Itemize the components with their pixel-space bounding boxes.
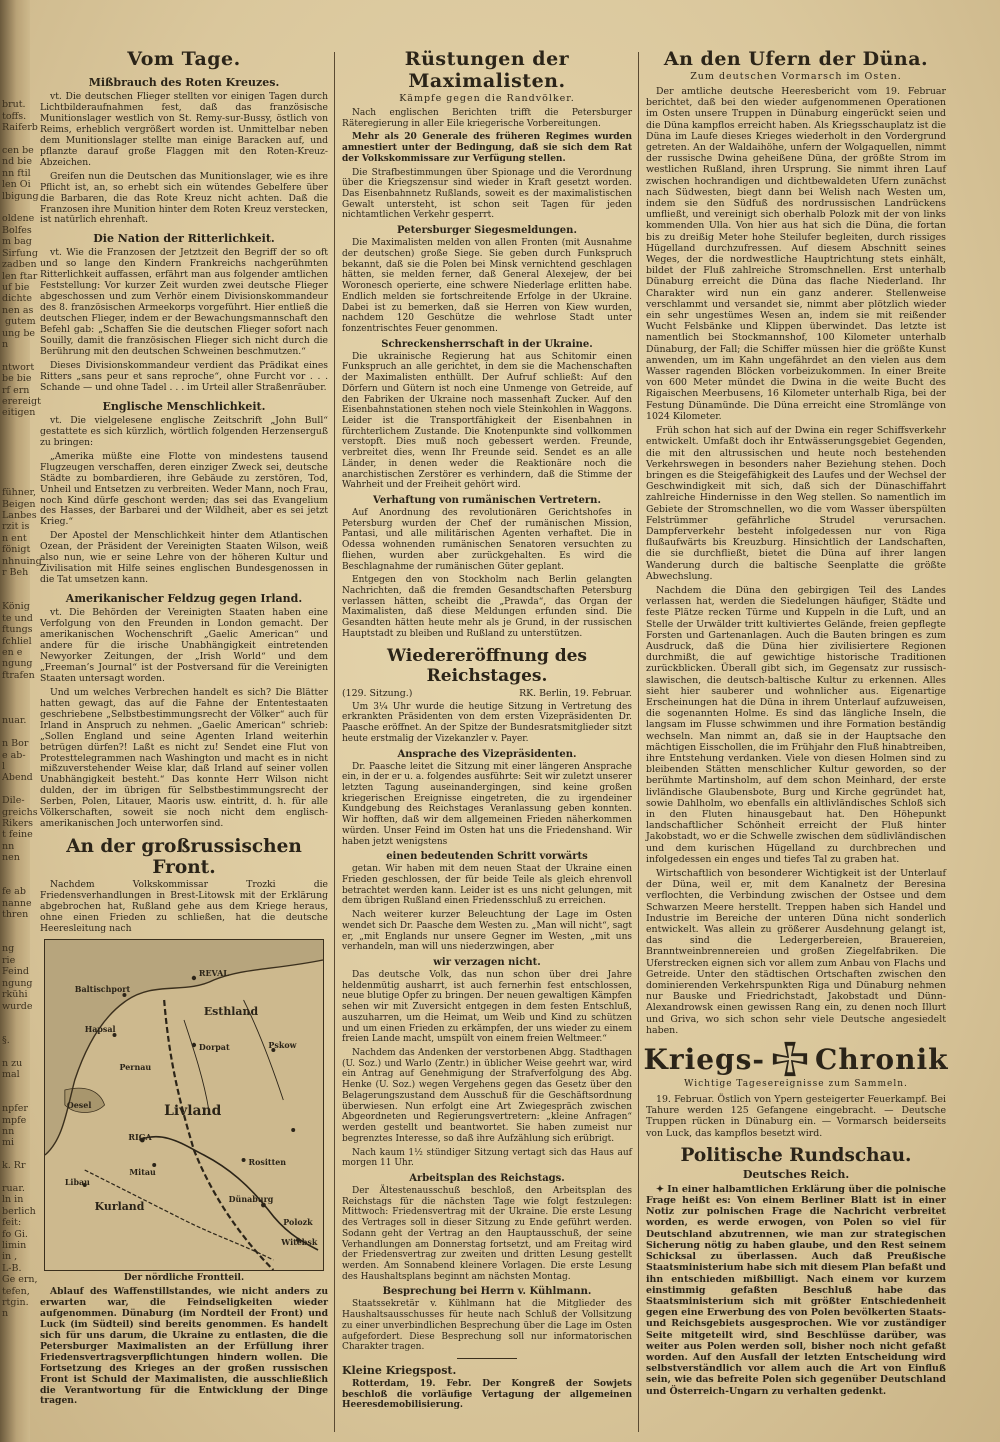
map-label: Oesel [66, 1100, 92, 1110]
article-paragraph: Mehr als 20 Generale des früheren Regimes wurden amnestiert unter der Bedingung, daß sie sich dem Rat der Volkskommissare zur Verfügung stellen. [342, 132, 632, 164]
article-heading: Deutsches Reich. [742, 1167, 850, 1181]
masthead-right: Chronik [815, 1042, 949, 1076]
article-paragraph: Dr. Paasche leitet die Sitzung mit einer längeren Ansprache ein, in der er u. a. folgendes ausführte: Seit wir zuletzt unserer letzten Tagung auseinandergingen, sind keine großen kriegerischen Ereignisse eingetreten, die zu irgendeiner Kundgebung des Reichstages Veranlassung geben konnten. Wir hofften, daß wir dem allgemeinen Frieden näherkommen würden. Unser Feind im Osten hat uns die Friedenshand. Wir haben jetzt wenigstens [342, 761, 632, 847]
map-label: Pskow [268, 1040, 297, 1050]
article-heading: Schreckensherrschaft in der Ukraine. [381, 338, 593, 350]
divider [457, 1358, 517, 1359]
column-right [643, 48, 949, 1442]
section-subtitle: Zum deutschen Vormarsch im Osten. [690, 71, 902, 82]
article-heading: einen bedeutenden Schritt vorwärts [386, 851, 588, 863]
section-title-front: An der großrussischen Front. [66, 836, 302, 879]
article-paragraph: Der amtliche deutsche Heeresbericht vom 19. Februar berichtet, daß bei den wieder aufgenommenen Operationen im Osten unsere Truppen in Dünaburg eingerückt seien und die Düna kampflos erreicht haben. Als Kriegsschauplatz ist die Düna im Laufe dieses Krieges wiederholt in den Vordergrund getreten. An der Waldaihöhe, unfern der Wolgaquellen, nimmt der russische Dwina geheißene Düna, der größte Strom im westlichen Rußland, ihren Ursprung. Sie nimmt ihren Lauf zwischen hochrandigen und dichtbewaldeten Ufern zunächst nach Südwesten, biegt dann bei Welish nach Westen um, indem sie den Südfuß des nordrussischen Landrückens umfließt, und vereinigt sich oberhalb Polozk mit der von links kommenden Ulla. Von hier aus hat sich die Düna, die fortan bis zu dreißig Meter hohe Steilufer begleiten, durch rissiges Hügelland durchzufressen. Auf diesem Abschnitt seines Weges, der die nordwestliche Hauptrichtung stets einhält, bildet der Fluß zahlreiche Stromschnellen. Erst unterhalb Dünaburg erreicht die Düna das flache Niederland. Ihr Charakter wird nun ein ganz anderer. Stellenweise verschlammt und versandet sie, nimmt aber plötzlich wieder ein sehr ungestümes Wesen an, indem sie mit reißender Wucht Felsbänke und Klippen überwindet. Das letzte ist namentlich bei Stockmannshof, 100 Kilometer unterhalb Dünaburg, der Fall; die Schiffer müssen hier die größte Kunst anwenden, um im Kahn ungefährdet an den vielen aus dem Wasser ragenden Blöcken vorbeizukommen. In einer Breite von 600 Meter mündet die Dwina in die weite Bucht des Rigaischen Meerbusens, 16 Kilometer unterhalb Riga, bei der Festung Dünamünde. Die Düna erreicht eine Stromlänge von 1024 Kilometer. [646, 86, 946, 422]
article-heading: Kleine Kriegspost. [342, 1364, 457, 1377]
article-paragraph: vt. Wie die Franzosen der Jetztzeit den Begriff der so oft und so lange den Kindern Frankreichs nachgerühmten Ritterlichkeit auffassen, erfährt man aus folgender amtlichen Feststellung: Vor kurzer Zeit wurden zwei deutsche Flieger abgeschossen und zum Verhör einem Divisionskommandeur des 8. französischen Armeekorps vorgeführt. Hier entließ die deutschen Flieger, indem er der Bewachungsmannschaft den Befehl gab: „Schaffen Sie die deutschen Flieger sofort nach Souilly, damit die französischen Flieger sich nicht durch die Berührung mit den deutschen Schweinen beschmutzen.“ [40, 247, 328, 358]
map-label: Hapsal [84, 1024, 116, 1034]
article-paragraph: Um 3¼ Uhr wurde die heutige Sitzung in Vertretung des erkrankten Präsidenten von dem ersten Vizepräsidenten Dr. Paasche eröffnet. An der Spitze der Bundesratsmitglieder sitzt heute erstmalig der Vizekanzler v. Payer. [342, 701, 632, 744]
article-paragraph: getan. Wir haben mit dem neuen Staat der Ukraine einen Frieden geschlossen, der für beide Teile als gleich ehrenvoll betrachtet werden kann. Leider ist es uns nicht gelungen, mit dem übrigen Rußland einen Friedensschluß zu erreichen. [342, 864, 632, 907]
article-paragraph: Nachdem die Düna den gebirgigen Teil des Landes verlassen hat, werden die Siedelungen häufiger, Städte und feste Plätze recken Türme und Kuppeln in die Luft, und an Stelle der Urwälder tritt kultiviertes Gelände, freien gepflegte Forsten und Gartenanlagen. Auch die Bauten bringen es zum Ausdruck, daß die Düna hier zivilisiertere Regionen durchmißt, die auf gewichtige historische Traditionen zurückblicken. Überall gibt sich, im Gegensatz zur russisch-slawischen, die deutsch-baltische Kultur zu erkennen. Alles sieht hier sauberer und wohnlicher aus. Eigenartige Erscheinungen hat die Düna in ihrem Unterlauf aufzuweisen, die sogenannten Holme. Es sind das längliche Inseln, die langsam im Flusse schwimmen und ihre Formation beständig wechseln. Man nimmt an, daß sie in der Hauptsache den mächtigen Eisschollen, die im Frühjahr den Fluß hinabtreiben, ihre Entstehung verdanken. Viele von diesen Holmen sind zu bleibenden Stätten menschlicher Kultur geworden, so der berühmte Martinsholm, auf dem schon Meinhard, der erste livländische Glaubensbote, Burg und Kirche gegründet hat, sowie Dahlholm, wo ebenfalls ein altlivländisches Schloß sich in den Fluten hinausgebaut hat. Den Höhepunkt landschaftlicher Schönheit erreicht der Fluß hinter Jakobstadt, wo er die Schwelle zwischen dem südlivländischen und dem kurischen Hügelland zu durchbrechen und infolgedessen ein enges und tiefes Tal zu graben hat. [646, 584, 946, 865]
map-label: Baltischport [74, 984, 131, 994]
section-title-politische-rundschau: Politische Rundschau. [680, 1144, 912, 1166]
article-heading: Besprechung bei Herrn v. Kühlmann. [382, 1286, 592, 1298]
article-heading: Arbeitsplan des Reichstags. [409, 1172, 565, 1184]
map-label: Livland [164, 1102, 222, 1119]
masthead-left: Kriegs- [643, 1042, 766, 1076]
article-heading: Englische Menschlichkeit. [102, 399, 266, 413]
column-middle [342, 48, 632, 1442]
map-label: Dünaburg [228, 1194, 274, 1204]
adjacent-page-stub [0, 0, 42, 1442]
section-title-vom-tage: Vom Tage. [127, 48, 241, 70]
article-paragraph: Die ukrainische Regierung hat aus Schitomir einen Funkspruch an alle gerichtet, in dem sie die Machenschaften der Maximalisten enthüllt. Der Aufruf schließt: Auf den Dörfern und Gütern ist noch eine Unmenge von Getreide, auf den Fabriken der Ukraine noch massenhaft Zucker. Auf den Eisenbahnstationen stehen noch viele Steinkohlen in Waggons. Leider ist die Transportfähigkeit der Eisenbahnen in fürchterlichem Zustande. Die Knotenpunkte sind vollkommen verstopft. Dies muß noch gebessert werden. Freunde, verbreitet dies, wenn Ihr Freunde seid. Sendet es an alle Länder, in denen weder die Reaktionäre noch die anarchistischen Zerstörer es verhindern, daß die Stimme der Wahrheit und der Freiheit gehört wird. [342, 351, 632, 491]
article-paragraph: ✦ In einer halbamtlichen Erklärung über die polnische Frage heißt es: Von einem Berliner Blatt ist in einer Notiz zur polnischen Frage die Nachricht verbreitet worden, es werde erwogen, von Polen so viel für Deutschland abzutrennen, wie man zur strategischen Sicherung nötig zu haben glaube, und den Rest seinem Schicksal zu überlassen. Auch daß Preußische Staatsministerium habe sich mit diesem Plan befaßt und ihn entschieden mißbilligt. Nach einem vor kurzem einstimmig gefaßten Beschluß habe das Staatsministerium sich mit größter Entschiedenheit gegen eine Erwerbung des von Polen bevölkerten Staats- und Reichsgebiets ausgesprochen. Wie vor zuständiger Seite mitgeteilt wird, sind Beschlüsse darüber, was weiter aus Polen werden soll, bisher noch nicht gefaßt worden. Auf den Ausfall der letzten Entscheidung wird selbstverständlich vor allem auch die Art von Einfluß sein, wie das befreite Polen sich gegenüber Deutschland und Österreich-Ungarn zu verhalten gedenkt. [646, 1183, 946, 1397]
map-label: Esthland [203, 1004, 259, 1018]
article-heading: Die Nation der Ritterlichkeit. [93, 232, 275, 246]
map-label: Pernau [119, 1062, 152, 1072]
article-paragraph: Dieses Divisionskommandeur verdient das Prädikat eines Ritters „sans peur et sans reproche“, ohne Furcht vor . . . Schande — und ohne Tadel . . . im Urteil aller Straßenräuber. [40, 359, 328, 393]
article-paragraph: Nachdem Volkskommissar Trozki die Friedensverhandlungen in Brest-Litowsk mit der Erklärung abgebrochen hat, Rußland gehe aus dem Kriege heraus, ohne einen Frieden zu schließen, hat die deutsche Heeresleitung nach [40, 879, 328, 934]
article-paragraph: Das deutsche Volk, das nun schon über drei Jahre heldenmütig ausharrt, ist auch fernerhin fest entschlossen, neue blutige Opfer zu bringen. Der neuen gewaltigen Kämpfen sehen wir mit Zuversicht entgegen in dem festen Entschluß, auszuharren, um die Heimat, um Weib und Kind zu schützen und um einen Frieden zu erkämpfen, der uns wieder zu einem freien Lande macht, umspült von einem freien Weltmeer.“ [342, 970, 632, 1045]
article-paragraph: Die Maximalisten melden von allen Fronten (mit Ausnahme der deutschen) große Siege. Sie geben durch Funkspruch bekannt, daß sie die Polen bei Minsk vernichtend geschlagen hätten, sie melden ferner, daß General Alexejew, der bei Woronesch operierte, eine schwere Niederlage erlitten habe. Endlich melden sie fortschreitende Erfolge in der Ukraine. Dabei ist zu bemerken, daß sie Herren von Kiew wurden, nachdem 120 Geschütze die wehrlose Stadt unter fonzentrischtes Feuer genommen. [342, 238, 632, 334]
map-label: Witebsk [281, 1237, 318, 1247]
dateline [342, 688, 632, 699]
article-paragraph: Der Apostel der Menschlichkeit hinter dem Atlantischen Ozean, der Präsident der Vereinigten Staaten Wilson, weiß also nun, wie er seine Lehre von der höheren Kultur und Zivilisation mit Hilfe seines englischen Bundesgenossen in die Tat umsetzen kann. [40, 530, 328, 586]
adjacent-page-text: brut. toffs. Raiferb cen be nd bie nn ftil len Oi lbigung oldene Bolfes m bag Sirfung zadben len ftar uf bie dichte nen as gutem ung be n ntwort be bie rf ern erereigt eitigen fühner, Beigen Lanbes rzit is n ent fönigt nhnuing r Beh König te und ftungs fchliel en e ngung ftrafen nuar. n Bor e ab- l Abend Dile- greichs Rikers t feine nn nen fe ab nanne thren ng rie Feind ngung rkühi wurde §. n zu mal npfer mpfe nn mi k. Rr ruar. ln in berlich feit: fo Gi. limin in , L-B. Ge ern, tefen, rtgin. n [2, 99, 42, 1320]
section-subtitle: Kämpfe gegen die Randvölker. [399, 93, 575, 104]
article-heading: Verhaftung von rumänischen Vertretern. [373, 495, 601, 506]
section-title-duena: An den Ufern der Düna. [663, 48, 929, 70]
map-label: Libau [64, 1177, 90, 1187]
article-heading: Petersburger Siegesmeldungen. [397, 225, 577, 237]
article-paragraph: Entgegen den von Stockholm nach Berlin gelangten Nachrichten, daß die fremden Gesandtschaften Petersburg verlassen hätten, scheibt die „Prawda“, das Organ der Maximalisten, daß diese Meldungen erfunden sind. Die Gesandten hätten heute mehr als je Grund, in der russischen Hauptstadt zu bleiben und Rußland zu unterstützen. [342, 575, 632, 639]
article-paragraph: Die Strafbestimmungen über Spionage und die Verordnung über die Kriegszensur sind wieder in Kraft gesetzt worden. Das Eisenbahnnetz Rußlands, soweit es der maximalistischen Gewalt untersteht, ist schon seit Tagen für jeden nichtamtlichen Verkehr gesperrt. [342, 167, 632, 221]
article-paragraph: Nach kaum 1½ stündiger Sitzung vertagt sich das Haus auf morgen 11 Uhr. [342, 1147, 632, 1169]
section-title-reichstag: Wiedereröffnung des Reichstages. [387, 645, 587, 686]
article-heading: wir verzagen nicht. [433, 957, 541, 968]
article-paragraph: Wirtschaftlich von besonderer Wichtigkeit ist der Unterlauf der Düna, weil er, mit dem Kanalnetz der Beresina verflochten, die Verbindung zwischen der Ostsee und dem Schwarzen Meere herstellt. Treppen haben sich Handel und Industrie im Bereiche der unteren Düna nicht sonderlich entwickelt. Was allein zu größerer Ausdehnung gelangt ist, das sind die Ledergerbereien, Brauereien, Branntweinbrennereien und großen Ziegelfabriken. Die Uferstrecken eignen sich vor allem zum Anbau von Flachs und Getreide. Unter den städtischen Ortschaften zwischen den dominierenden Verkehrspunkten Riga und Dünaburg nehmen nur Bauske und Friedrichstadt, Jakobstadt und Dünn-Alexandrowsk einen gewissen Rang ein, zu denen noch Illurt und Griva, wo sich schon sehr viele Deutsche angesiedelt haben. [646, 868, 946, 1036]
article-paragraph: Nach weiterer kurzer Beleuchtung der Lage im Osten wendet sich Dr. Paasche dem Westen zu. „Man will nicht“, sagt er, „mit Englands nur unsere Gegner im Westen, „mit uns verhandeln, man will uns niederzwingen, aber [342, 910, 632, 953]
column-rule [334, 52, 335, 1432]
map-label: Dorpat [198, 1042, 230, 1052]
map-label: Polozk [283, 1217, 313, 1227]
column-rule [638, 52, 639, 1432]
kriegs-chronik-masthead [643, 1040, 949, 1078]
map-label: RIGA [128, 1132, 152, 1142]
map-label: Kurland [94, 1199, 145, 1213]
article-paragraph: vt. Die vielgelesene englische Zeitschrift „John Bull“ gestattete es sich kürzlich, wörtlich folgenden Herzenserguß zu bringen: [40, 414, 328, 448]
map-label: REVAL [198, 968, 229, 978]
article-heading: Ansprache des Vizepräsidenten. [397, 748, 577, 760]
map-caption: Der nördliche Frontteil. [123, 1272, 245, 1283]
article-paragraph: Ablauf des Waffenstillstandes, wie nicht anders zu erwarten war, die Feindseligkeiten wieder aufgenommen. Dünaburg (im Nordteil der Front) und Luck (im Südteil) sind bereits genommen. Es handelt sich für uns darum, die Ukraine zu entlasten, die die Petersburger Maximalisten an der Erfüllung ihrer Friedensvertragsverpflichtungen hindern wollen. Die Fortsetzung des Krieges an der großen russischen Front ist Schuld der Maximalisten, die ausschließlich die Verantwortung für die Entwicklung der Dinge tragen. [40, 1285, 328, 1407]
article-heading: Mißbrauch des Roten Kreuzes. [88, 76, 280, 89]
article-paragraph: Früh schon hat sich auf der Dwina ein reger Schiffsverkehr entwickelt. Umfaßt doch ihr Entwässerungsgebiet Gegenden, die mit den altrussischen und heute noch bestehenden Verkehrswegen in besonders naher Beziehung stehen. Doch bringen es die Steigefähigkeit des Laufes und der Wechsel der Geschwindigkeit mit sich, daß sich der Dünaschiffahrt zahlreiche Hindernisse in den Weg stellen. So namentlich im Gebiete der Stromschnellen, wo die vom Wasser überspülten Felstrümmer gefährliche Strudel verursachen. Dampferverkehr besteht infolgedessen nur von Riga flußaufwärts bis Kreuzburg. Hinsichtlich der Landschaften, die sie durchfließt, bietet die Düna auf ihrer langen Wanderung durch die baltische Seenplatte die größte Abwechslung. [646, 425, 946, 582]
article-paragraph: Rotterdam, 19. Febr. Der Kongreß der Sowjets beschloß die vorläufige Vertagung der allgemeinen Heeresdemobilisierung. [342, 1379, 632, 1411]
article-paragraph: vt. Die Behörden der Vereinigten Staaten haben eine Verfolgung von den Freunden in London gemacht. Der amerikanischen Wochenschrift „Gaelic American“ und andere für die irische Unabhängigkeit eintretenden Newyorker Zeitungen, der „Irish World“ und dem „Freeman’s Journal“ ist der Postversand für die Vereinigten Staaten untersagt worden. [40, 607, 328, 684]
article-paragraph: vt. Die deutschen Flieger stellten vor einigen Tagen durch Lichtbilderaufnahmen fest, daß das französische Munitionslager westlich von St. Remy-sur-Bussy, östlich von Reims, erheblich vergrößert worden ist. Unmittelbar neben dem Munitionslager stellte man einige Baracken auf, und pflanzte darauf große Flaggen mit den Roten-Kreuz-Abzeichen. [40, 91, 328, 168]
dateline-place: RK. Berlin, 19. Februar. [519, 687, 632, 699]
map-label: Rositten [248, 1157, 287, 1167]
front-map [44, 939, 324, 1271]
iron-cross-icon [771, 1040, 809, 1078]
article-paragraph: „Amerika müßte eine Flotte von mindestens tausend Flugzeugen verschaffen, deren einziger Zweck sei, deutsche Städte zu bombardieren, ihre Gebäude zu zerstören, Tod, Unheil und Entsetzen zu verbreiten. Weder Mann, noch Frau, noch Kind dürfe geschont werden; das sei das Evangelium des Hasses, der Barbarei und der Wildheit, aber es sei jetzt Krieg.“ [40, 450, 328, 528]
masthead-subtitle: Wichtige Tagesereignisse zum Sammeln. [684, 1079, 908, 1090]
article-paragraph: Der Ältestenausschuß beschloß, den Arbeitsplan des Reichstags für die nächsten Tage wie folgt festzulegen: Mittwoch: Friedensvertrag mit der Ukraine. Die erste Lesung des Vertrages soll in dieser Sitzung zu Ende geführt werden. Sodann geht der Vertrag an den Hauptausschuß, der seine Verhandlungen am Donnerstag fortsetzt, und am Freitag wird der Friedensvertrag zur zweiten und dritten Lesung gestellt werden. Am Sonnabend kleinere Vorlagen. Die erste Lesung des Haushaltsplans beginnt am nächsten Montag. [342, 1185, 632, 1282]
article-paragraph: 19. Februar. Östlich von Ypern gesteigerter Feuerkampf. Bei Tahure werden 125 Gefangene eingebracht. — Deutsche Truppen rücken in Dünaburg ein. — Vormarsch beiderseits von Luck, das kampflos besetzt wird. [646, 1094, 946, 1139]
column-left [40, 48, 328, 1442]
article-paragraph: Greifen nun die Deutschen das Munitionslager, wie es ihre Pflicht ist, an, so erhebt sich ein wütendes Gebelfere über die Barbaren, die das Rote Kreuz nicht achten. Daß die Franzosen ihre Munition hinter dem Roten Kreuz verstecken, ist natürlich ehrenhaft. [40, 170, 328, 226]
section-title-ruestungen: Rüstungen der Maximalisten. [404, 48, 570, 92]
session-number: (129. Sitzung.) [342, 687, 413, 699]
article-heading: Amerikanischer Feldzug gegen Irland. [65, 592, 303, 606]
article-paragraph: Staatssekretär v. Kühlmann hat die Mitglieder des Haushaltsausschusses für heute nach Schluß der Vollsitzung zu einer unverbindlichen Besprechung über die Lage im Osten aufgefordert. Diese Besprechung soll nur informatorischen Charakter tragen. [342, 1299, 632, 1353]
article-paragraph: Nach englischen Berichten trifft die Petersburger Räteregierung in aller Eile kriegerische Vorbereitungen. [342, 108, 632, 129]
map-label: Mitau [129, 1167, 156, 1177]
article-paragraph: Nachdem das Andenken der verstorbenen Abgg. Stadthagen (U. Soz.) und Warlo (Zentr.) in üblicher Weise geehrt war, wird ein Antrag auf Genehmigung der Strafverfolgung des Abg. Henke (U. Soz.) wegen Vergehens gegen das Gesetz über den Belagerungszustand dem Ausschuß für die Geschäftsordnung überwiesen. Nun erfolgt eine Art Zwiegespräch zwischen Abgeordneten und Regierungsvertretern: „kleine Anfragen“ werden gestellt und beantwortet. Sie haben zumeist nur begrenztes Interesse, so daß ihre Aufzählung sich erübrigt. [342, 1048, 632, 1144]
article-paragraph: Auf Anordnung des revolutionären Gerichtshofes in Petersburg wurden der Chef der rumänischen Mission, Pantasi, und alle militärischen Agenten verhaftet. Die in Odessa wohnenden rumänischen Senatoren versuchten zu fliehen, wurden aber zurückgehalten. Es wird die Beschlagnahme der rumänischen Güter geplant. [342, 508, 632, 572]
front-map-graphic [45, 940, 323, 1270]
article-paragraph: Und um welches Verbrechen handelt es sich? Die Blätter hatten gewagt, das auf die Fahne der Ententestaaten geschriebene „Selbstbestimmungsrecht der Völker“ auch für Irland in Anspruch zu nehmen. „Gaelic American“ schrieb: „Sollen England und seine Agenten Irland weiterhin betrügen dürfen?! Laßt es nicht zu! Sendet eine Flut von Protesttelegrammen nach Washington und macht es in nicht mißzuverstehender Weise klar, daß Irland auf seiner vollen Unabhängigkeit besteht.“ Das konnte Herr Wilson nicht dulden, der im übrigen für Selbstbestimmungsrecht der Serben, Polen, Litauer, Maoris usw. eintritt, d. h. für alle Völkerschaften, soweit sie noch nicht dem englisch-amerikanischen Joch unterworfen sind. [40, 686, 328, 830]
